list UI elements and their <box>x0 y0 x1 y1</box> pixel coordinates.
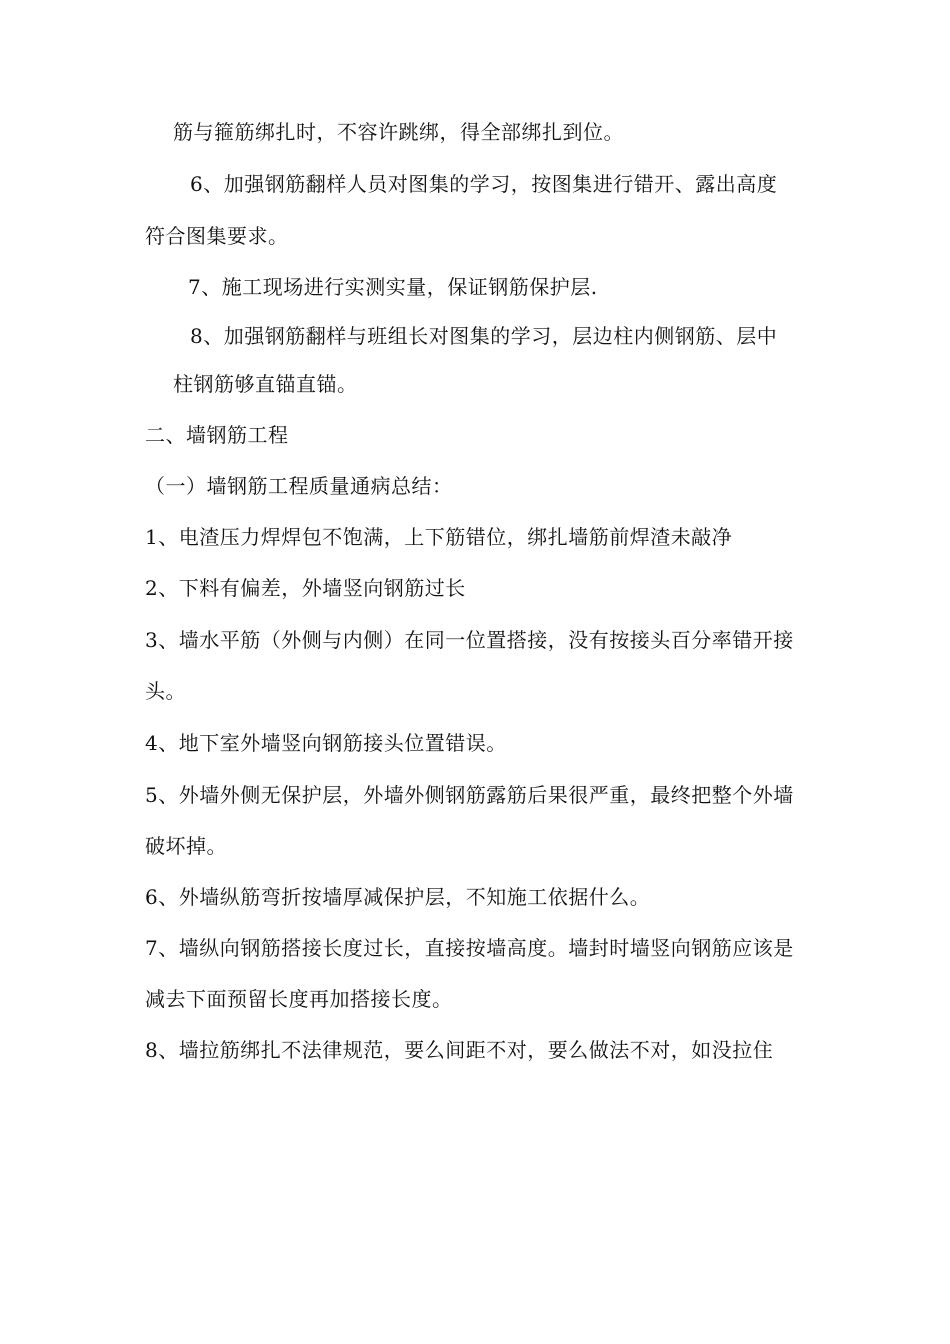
list-item: 4、地下室外墙竖向钢筋接头位置错误。 <box>145 731 507 755</box>
list-item: 7、墙纵向钢筋搭接长度过长，直接按墙高度。墙封时墙竖向钢筋应该是 <box>145 936 794 960</box>
list-item: 3、墙水平筋（外侧与内侧）在同一位置搭接，没有按接头百分率错开接 <box>145 628 794 652</box>
list-item: 1、电渣压力焊焊包不饱满，上下筋错位，绑扎墙筋前焊渣未敲净 <box>145 525 733 549</box>
list-item-continuation: 减去下面预留长度再加搭接长度。 <box>145 987 453 1011</box>
list-item: 6、外墙纵筋弯折按墙厚减保护层，不知施工依据什么。 <box>145 885 651 909</box>
text-line: 符合图集要求。 <box>145 224 289 248</box>
text-line: 8、加强钢筋翻样与班组长对图集的学习，层边柱内侧钢筋、层中 <box>190 324 778 348</box>
text-line: 柱钢筋够直锚直锚。 <box>173 372 358 396</box>
list-item-continuation: 破坏掉。 <box>145 834 227 858</box>
text-line: 6、加强钢筋翻样人员对图集的学习，按图集进行错开、露出高度 <box>190 172 778 196</box>
text-line: 筋与箍筋绑扎时，不容许跳绑，得全部绑扎到位。 <box>173 120 624 144</box>
list-item: 8、墙拉筋绑扎不法律规范，要么间距不对，要么做法不对，如没拉住 <box>145 1038 774 1062</box>
list-item-continuation: 头。 <box>145 679 186 703</box>
list-item: 5、外墙外侧无保护层，外墙外侧钢筋露筋后果很严重，最终把整个外墙 <box>145 783 794 807</box>
list-item: 2、下料有偏差，外墙竖向钢筋过长 <box>145 576 466 600</box>
section-heading: 二、墙钢筋工程 <box>145 423 289 447</box>
subsection-heading: （一）墙钢筋工程质量通病总结： <box>145 474 453 498</box>
text-line: 7、施工现场进行实测实量，保证钢筋保护层. <box>188 275 598 299</box>
